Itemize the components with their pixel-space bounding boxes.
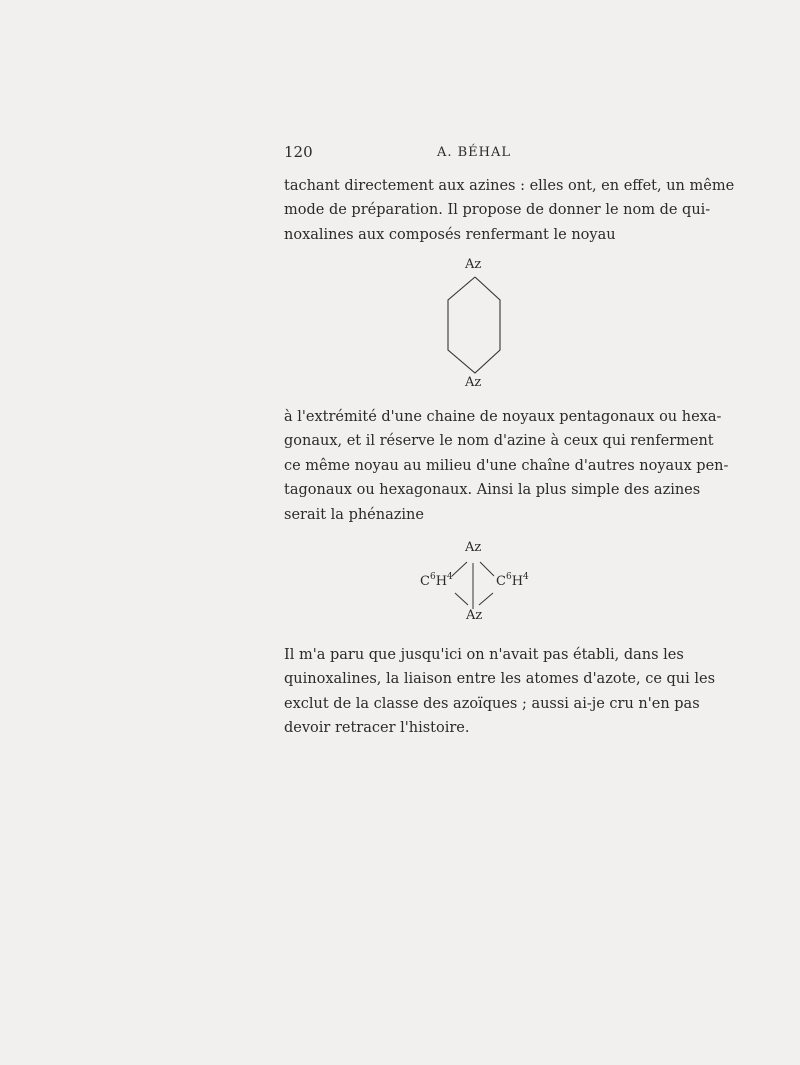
paragraph-1: [284, 174, 735, 247]
phenazine-formula: [410, 538, 540, 628]
left-group-c: C: [420, 574, 430, 589]
text-line: à l'extrémité d'une chaine de noyaux pentagonaux ou hexa-: [284, 409, 722, 425]
text-line: tachant directement aux azines : elles ont, en effet, un même: [284, 178, 735, 194]
text-line: mode de préparation. Il propose de donner le nom de qui-: [284, 202, 711, 219]
left-group-label: [420, 574, 453, 589]
right-group-c-count: 6: [505, 572, 512, 582]
paragraph-2: [284, 405, 729, 527]
text-line: tagonaux ou hexagonaux. Ainsi la plus simple des azines: [284, 482, 701, 499]
page-header: [284, 143, 664, 165]
text-line: ce même noyau au milieu d'une chaîne d'autres noyaux pen-: [284, 457, 729, 474]
page-number: 120: [284, 143, 313, 161]
top-atom-label: Az: [465, 540, 482, 555]
text-line: noxalines aux composés renfermant le noyau: [284, 226, 616, 243]
text-line: gonaux, et il réserve le nom d'azine à ceux qui renferment: [284, 433, 714, 450]
text-line: exclut de la classe des azoïques ; aussi ai-je cru n'en pas: [284, 695, 700, 712]
right-group-h-count: 4: [523, 572, 529, 582]
text-line: devoir retracer l'histoire.: [284, 720, 470, 737]
left-group-h: H: [435, 574, 448, 589]
paragraph-3: [284, 643, 716, 741]
running-head: A. BÉHAL: [436, 145, 512, 160]
left-group-c-count: 6: [429, 572, 436, 582]
bottom-atom-label: Az: [466, 608, 483, 623]
text-line: serait la phénazine: [284, 506, 424, 523]
right-group-label: [496, 574, 529, 589]
text-line: quinoxalines, la liaison entre les atomes d'azote, ce qui les: [284, 671, 716, 688]
top-atom-label: Az: [465, 257, 482, 272]
text-line: Il m'a paru que jusqu'ici on n'avait pas établi, dans les: [284, 647, 684, 663]
hexagon-formula: [430, 255, 520, 395]
hexagon-ring-diagram: [430, 255, 520, 395]
right-group-h: H: [511, 574, 524, 589]
left-group-h-count: 4: [447, 572, 453, 582]
bottom-atom-label: Az: [465, 375, 482, 390]
right-group-c: C: [496, 574, 506, 589]
